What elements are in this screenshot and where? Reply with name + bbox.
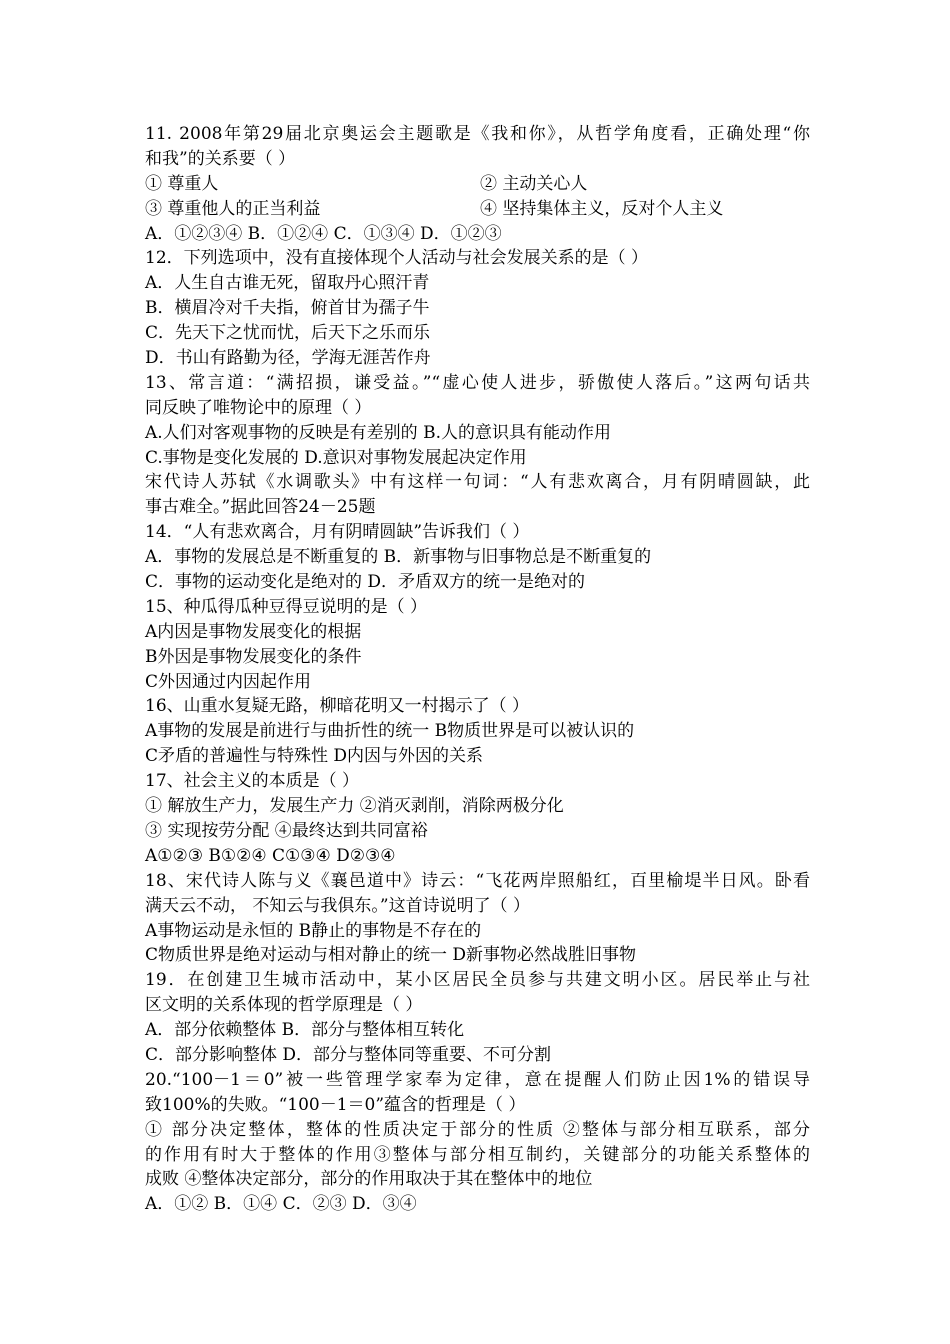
option-left: ① 尊重人 — [145, 173, 219, 194]
text-line: 17、社会主义的本质是（ ） — [145, 771, 360, 792]
text-line: 18、宋代诗人陈与义《襄邑道中》诗云：“飞花两岸照船红，百里榆堤半日风。卧看 — [145, 870, 810, 891]
text-line: B外因是事物发展变化的条件 — [145, 646, 362, 667]
text-line: A．部分依赖整体 B．部分与整体相互转化 — [145, 1020, 465, 1041]
option-left: ③ 尊重他人的正当利益 — [145, 198, 321, 219]
text-line: 20.“100－1＝0”被一些管理学家奉为定律，意在提醒人们防止因1%的错误导 — [145, 1069, 810, 1090]
text-line: 宋代诗人苏轼《水调歌头》中有这样一句词：“人有悲欢离合，月有阴晴圆缺，此 — [145, 472, 810, 493]
text-line: A．①②③④ B．①②④ C．①③④ D．①②③ — [145, 223, 502, 244]
text-line: B．横眉冷对千夫指，俯首甘为孺子牛 — [145, 298, 430, 319]
text-line: 13、常言道：“满招损，谦受益。”“虚心使人进步，骄傲使人落后。”这两句话共 — [145, 372, 810, 393]
text-line: A.人们对客观事物的反映是有差别的 B.人的意识具有能动作用 — [145, 422, 611, 443]
option-right: ② 主动关心人 — [480, 173, 588, 194]
text-line: 同反映了唯物论中的原理（ ） — [145, 397, 372, 418]
text-line: 满天云不动， 不知云与我俱东。”这首诗说明了（ ） — [145, 895, 530, 916]
text-line — [145, 197, 810, 222]
text-line: 11. 2008年第29届北京奥运会主题歌是《我和你》，从哲学角度看，正确处理“你 — [145, 124, 810, 144]
text-line: D．书山有路勤为径，学海无涯苦作舟 — [145, 348, 431, 369]
text-line: 致100%的失败。“100－1＝0”蕴含的哲理是（ ） — [145, 1094, 526, 1115]
text-line: A事物运动是永恒的 B静止的事物是不存在的 — [145, 920, 482, 941]
text-line: ① 部分决定整体，整体的性质决定于部分的性质 ②整体与部分相互联系，部分 — [145, 1119, 810, 1140]
text-line: 区文明的关系体现的哲学原理是（ ） — [145, 995, 423, 1016]
text-line: C物质世界是绝对运动与相对静止的统一 D新事物必然战胜旧事物 — [145, 945, 637, 966]
text-line: C．事物的运动变化是绝对的 D．矛盾双方的统一是绝对的 — [145, 572, 586, 593]
text-line: 16、山重水复疑无路，柳暗花明又一村揭示了（ ） — [145, 696, 530, 717]
option-right: ④ 坚持集体主义，反对个人主义 — [480, 198, 724, 219]
exam-page — [145, 122, 810, 1217]
text-line: C．先天下之忧而忧，后天下之乐而乐 — [145, 323, 431, 344]
text-line — [145, 172, 810, 197]
text-line: 14．“人有悲欢离合，月有阴晴圆缺”告诉我们（ ） — [145, 522, 530, 543]
text-line: 和我”的关系要（ ） — [145, 148, 296, 169]
text-line: ① 解放生产力，发展生产力 ②消灭剥削，消除两极分化 — [145, 796, 564, 817]
text-line: 成败 ④整体决定部分，部分的作用取决于其在整体中的地位 — [145, 1169, 593, 1190]
text-line: 12．下列选项中，没有直接体现个人活动与社会发展关系的是（ ） — [145, 248, 649, 269]
text-line: A．事物的发展总是不断重复的 B．新事物与旧事物总是不断重复的 — [145, 547, 652, 568]
text-line: C外因通过内因起作用 — [145, 671, 312, 692]
text-line: C矛盾的普遍性与特殊性 D内因与外因的关系 — [145, 746, 484, 767]
text-line: 事古难全。”据此回答24－25题 — [145, 497, 376, 518]
text-line: A．①② B．①④ C．②③ D．③④ — [145, 1194, 417, 1215]
text-line: 15、种瓜得瓜种豆得豆说明的是（ ） — [145, 596, 428, 617]
text-line: C.事物是变化发展的 D.意识对事物发展起决定作用 — [145, 447, 527, 468]
text-line: 的作用有时大于整体的作用③整体与部分相互制约，关键部分的功能关系整体的 — [145, 1144, 810, 1165]
text-line: A内因是事物发展变化的根据 — [145, 621, 362, 642]
text-line: A事物的发展是前进行与曲折性的统一 B物质世界是可以被认识的 — [145, 721, 635, 742]
text-line: A①②③ B①②④ C①③④ D②③④ — [145, 845, 396, 866]
text-line: C．部分影响整体 D．部分与整体同等重要、不可分割 — [145, 1044, 552, 1065]
text-line: ③ 实现按劳分配 ④最终达到共同富裕 — [145, 820, 428, 841]
text-line: A．人生自古谁无死，留取丹心照汗青 — [145, 273, 430, 294]
text-line: 19．在创建卫生城市活动中，某小区居民全员参与共建文明小区。居民举止与社 — [145, 970, 810, 991]
